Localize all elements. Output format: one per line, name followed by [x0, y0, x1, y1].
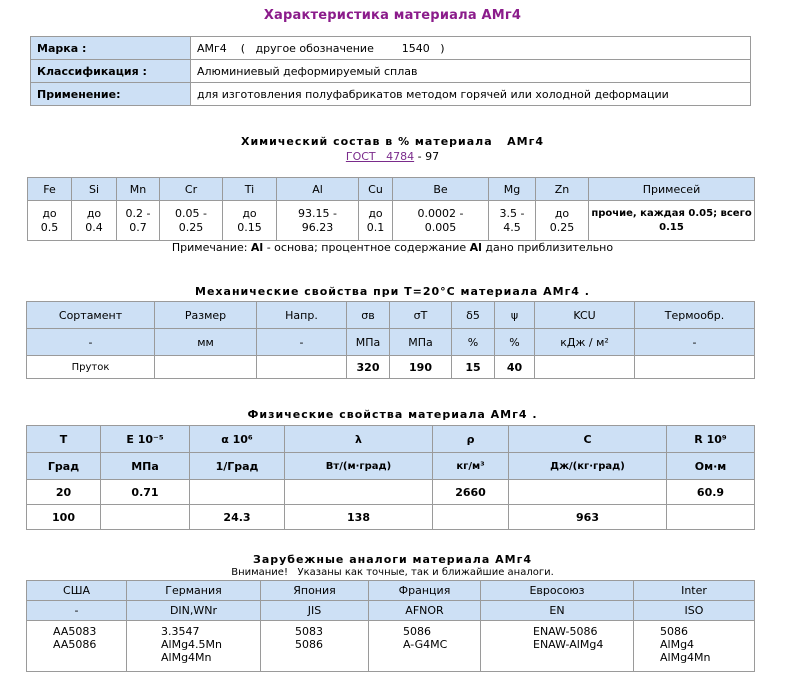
chem-value-cell: до 0.15	[223, 201, 277, 241]
mech-header-cell: Напр.	[257, 302, 347, 329]
mech-data-cell: 40	[495, 356, 535, 379]
phys-data-cell: 24.3	[190, 505, 285, 530]
material-info-table	[30, 36, 751, 106]
analogs-value-cell: 5083 5086	[261, 621, 369, 672]
chem-header-cell: Al	[277, 178, 359, 201]
mech-header-cell: KCU	[535, 302, 635, 329]
chem-value-cell: до 0.25	[536, 201, 589, 241]
analogs-standard-cell: ISO	[634, 601, 755, 621]
info-label-classification: Классификация :	[31, 60, 191, 83]
phys-header-cell: ρ	[433, 426, 509, 453]
mech-unit-cell: %	[452, 329, 495, 356]
analogs-standard-cell: DIN,WNr	[127, 601, 261, 621]
analogs-subtitle: Внимание! Указаны как точные, так и ближайшие аналоги.	[231, 567, 554, 578]
phys-section-title: Физические свойства материала АМг4 .	[247, 408, 538, 421]
mech-unit-cell: -	[257, 329, 347, 356]
info-value-application: для изготовления полуфабрикатов методом горячей или холодной деформации	[191, 83, 751, 106]
mech-data-cell: Пруток	[27, 356, 155, 379]
phys-header-cell: C	[509, 426, 667, 453]
foreign-analogs-table	[26, 580, 755, 672]
chem-header-impurities: Примесей	[589, 178, 755, 201]
chem-composition-table	[27, 177, 755, 241]
analogs-value-cell: AA5083 AA5086	[27, 621, 127, 672]
phys-units-row	[27, 453, 755, 480]
info-label-application: Применение:	[31, 83, 191, 106]
mech-data-cell: 190	[390, 356, 452, 379]
chem-value-cell: 3.5 - 4.5	[489, 201, 536, 241]
phys-data-cell	[667, 505, 755, 530]
info-value-classification: Алюминиевый деформируемый сплав	[191, 60, 751, 83]
analogs-value-cell: 5086 A-G4MC	[369, 621, 481, 672]
analogs-standard-row	[27, 601, 755, 621]
page-title: Характеристика материала АМг4	[263, 8, 522, 23]
chem-value-cell: 93.15 - 96.23	[277, 201, 359, 241]
chem-header-cell: Zn	[536, 178, 589, 201]
analogs-standard-cell: JIS	[261, 601, 369, 621]
chem-gost-line	[0, 150, 785, 163]
phys-header-cell: α 10⁶	[190, 426, 285, 453]
analogs-country-row	[27, 581, 755, 601]
phys-header-cell: λ	[285, 426, 433, 453]
phys-unit-cell: Град	[27, 453, 101, 480]
mech-section-title: Механические свойства при Т=20°С материала АМг4 .	[195, 285, 590, 298]
mech-data-row	[27, 356, 755, 379]
chem-value-cell: 0.0002 - 0.005	[393, 201, 489, 241]
mech-data-cell	[635, 356, 755, 379]
info-row-classification	[31, 60, 751, 83]
mech-unit-cell: -	[27, 329, 155, 356]
info-row-grade	[31, 37, 751, 60]
phys-unit-cell: 1/Град	[190, 453, 285, 480]
chem-header-row	[28, 178, 755, 201]
gost-suffix: - 97	[414, 150, 440, 163]
chem-header-cell: Cr	[160, 178, 223, 201]
phys-header-row	[27, 426, 755, 453]
analogs-country-cell: Inter	[634, 581, 755, 601]
mech-header-cell: Термообр.	[635, 302, 755, 329]
phys-data-cell: 138	[285, 505, 433, 530]
phys-unit-cell: кг/м³	[433, 453, 509, 480]
phys-data-cell	[433, 505, 509, 530]
mech-units-row	[27, 329, 755, 356]
chem-section-title: Химический состав в % материала АМг4	[240, 135, 545, 148]
info-label-grade: Марка :	[31, 37, 191, 60]
phys-data-row	[27, 505, 755, 530]
chem-values-row	[28, 201, 755, 241]
phys-header-cell: T	[27, 426, 101, 453]
analogs-country-cell: Евросоюз	[481, 581, 634, 601]
analogs-standard-cell: AFNOR	[369, 601, 481, 621]
phys-data-cell: 100	[27, 505, 101, 530]
mech-header-row	[27, 302, 755, 329]
mech-data-cell: 15	[452, 356, 495, 379]
analogs-country-cell: Германия	[127, 581, 261, 601]
mech-header-cell: σв	[347, 302, 390, 329]
chem-value-cell: до 0.1	[359, 201, 393, 241]
physical-properties-table	[26, 425, 755, 530]
phys-data-cell	[101, 505, 190, 530]
mech-header-cell: Размер	[155, 302, 257, 329]
chem-header-cell: Cu	[359, 178, 393, 201]
chem-note: Примечание: Al - основа; процентное содержание Al дано приблизительно	[171, 241, 614, 254]
mech-unit-cell: МПа	[347, 329, 390, 356]
analogs-country-cell: Франция	[369, 581, 481, 601]
mech-unit-cell: -	[635, 329, 755, 356]
mechanical-properties-table	[26, 301, 755, 379]
phys-data-cell: 20	[27, 480, 101, 505]
mech-unit-cell: МПа	[390, 329, 452, 356]
analogs-section-title: Зарубежные аналоги материала АМг4	[253, 553, 532, 566]
analogs-value-cell: ENAW-5086 ENAW-AlMg4	[481, 621, 634, 672]
mech-data-cell	[257, 356, 347, 379]
chem-value-cell: 0.05 - 0.25	[160, 201, 223, 241]
phys-header-cell: E 10⁻⁵	[101, 426, 190, 453]
gost-link[interactable]: ГОСТ 4784	[345, 150, 415, 163]
chem-header-cell: Fe	[28, 178, 72, 201]
phys-unit-cell: Дж/(кг·град)	[509, 453, 667, 480]
chem-header-cell: Ti	[223, 178, 277, 201]
phys-unit-cell: Ом·м	[667, 453, 755, 480]
analogs-standard-cell: EN	[481, 601, 634, 621]
chem-value-cell: до 0.5	[28, 201, 72, 241]
mech-data-cell	[155, 356, 257, 379]
mech-data-cell: 320	[347, 356, 390, 379]
chem-impurities-value: прочие, каждая 0.05; всего 0.15	[589, 201, 755, 241]
phys-unit-cell: МПа	[101, 453, 190, 480]
info-value-grade: АМг4 ( другое обозначение 1540 )	[191, 37, 751, 60]
analogs-value-cell: 3.3547 AlMg4.5Mn AlMg4Mn	[127, 621, 261, 672]
phys-data-cell: 2660	[433, 480, 509, 505]
phys-data-cell: 0.71	[101, 480, 190, 505]
mech-unit-cell: кДж / м²	[535, 329, 635, 356]
analogs-standard-cell: -	[27, 601, 127, 621]
chem-value-cell: 0.2 - 0.7	[117, 201, 160, 241]
chem-value-cell: до 0.4	[72, 201, 117, 241]
mech-unit-cell: %	[495, 329, 535, 356]
chem-header-cell: Mg	[489, 178, 536, 201]
mech-data-cell	[535, 356, 635, 379]
phys-data-cell	[509, 480, 667, 505]
phys-data-row	[27, 480, 755, 505]
phys-data-cell: 963	[509, 505, 667, 530]
info-row-application	[31, 83, 751, 106]
mech-header-cell: ψ	[495, 302, 535, 329]
analogs-values-row	[27, 621, 755, 672]
chem-header-cell: Be	[393, 178, 489, 201]
phys-data-cell: 60.9	[667, 480, 755, 505]
phys-data-cell	[190, 480, 285, 505]
analogs-country-cell: Япония	[261, 581, 369, 601]
mech-header-cell: σT	[390, 302, 452, 329]
mech-header-cell: δ5	[452, 302, 495, 329]
phys-header-cell: R 10⁹	[667, 426, 755, 453]
analogs-value-cell: 5086 AlMg4 AlMg4Mn	[634, 621, 755, 672]
mech-unit-cell: мм	[155, 329, 257, 356]
chem-header-cell: Si	[72, 178, 117, 201]
phys-unit-cell: Вт/(м·град)	[285, 453, 433, 480]
analogs-country-cell: США	[27, 581, 127, 601]
mech-header-cell: Сортамент	[27, 302, 155, 329]
phys-data-cell	[285, 480, 433, 505]
chem-header-cell: Mn	[117, 178, 160, 201]
